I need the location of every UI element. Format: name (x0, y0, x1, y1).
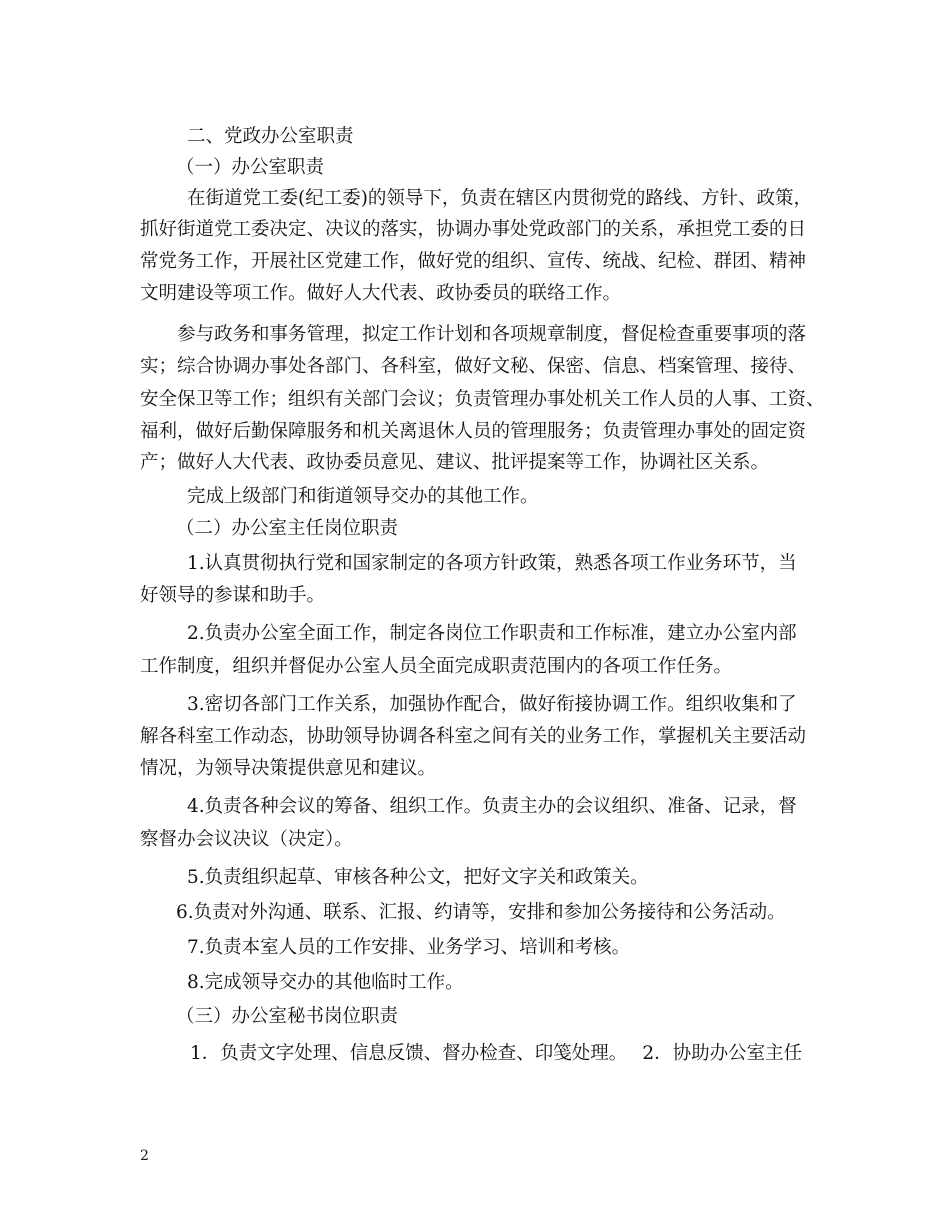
subsection-heading-2: （二）办公室主任岗位职责 (176, 518, 399, 539)
list-item-line: 7.负责本室人员的工作安排、业务学习、培训和考核。 (187, 937, 631, 958)
section-title: 二、党政办公室职责 (187, 126, 354, 147)
list-item-line: 好领导的参谋和助手。 (140, 585, 326, 606)
list-item-line: 3.密切各部门工作关系，加强协作配合，做好衔接协调工作。组织收集和了 (187, 694, 797, 715)
list-item-line: 5.负责组织起草、审核各种公文，把好文字关和政策关。 (187, 867, 649, 888)
list-item-line: 6.负责对外沟通、联系、汇报、约请等，安排和参加公务接待和公务活动。 (176, 902, 786, 923)
list-item-line: 工作制度，组织并督促办公室人员全面完成职责范围内的各项工作任务。 (140, 656, 733, 677)
paragraph-line: 福利，做好后勤保障服务和机关离退休人员的管理服务；负责管理办事处的固定资 (140, 421, 807, 442)
paragraph-line: 文明建设等项工作。做好人大代表、政协委员的联络工作。 (140, 283, 622, 304)
subsection-heading-3: （三）办公室秘书岗位职责 (176, 1006, 399, 1027)
paragraph-line: 安全保卫等工作；组织有关部门会议；负责管理办事处机关工作人员的人事、工资、 (140, 389, 825, 410)
list-item-line: 2.负责办公室全面工作，制定各岗位工作职责和工作标准，建立办公室内部 (187, 623, 797, 644)
list-item-line: 解各科室工作动态，协助领导协调各科室之间有关的业务工作，掌握机关主要活动 (140, 726, 807, 747)
paragraph-line: 常党务工作，开展社区党建工作，做好党的组织、宣传、统战、纪检、群团、精神 (140, 251, 807, 272)
paragraph-line: 实；综合协调办事处各部门、各科室，做好文秘、保密、信息、档案管理、接待、 (140, 356, 807, 377)
paragraph-line: 在街道党工委(纪工委)的领导下，负责在辖区内贯彻党的路线、方针、政策， (187, 188, 812, 209)
paragraph-line: 完成上级部门和街道领导交办的其他工作。 (187, 486, 539, 507)
list-item-line: 1．负责文字处理、信息反馈、督办检查、印笺处理。 2．协助办公室主任 (190, 1043, 803, 1064)
list-item-line: 1.认真贯彻执行党和国家制定的各项方针政策，熟悉各项工作业务环节，当 (187, 553, 797, 574)
list-item-line: 8.完成领导交办的其他临时工作。 (187, 972, 464, 993)
paragraph-line: 抓好街道党工委决定、决议的落实，协调办事处党政部门的关系，承担党工委的日 (140, 219, 807, 240)
subsection-heading-1: （一）办公室职责 (176, 157, 325, 178)
paragraph-line: 产；做好人大代表、政协委员意见、建议、批评提案等工作，协调社区关系。 (140, 452, 770, 473)
list-item-line: 情况，为领导决策提供意见和建议。 (140, 758, 437, 779)
list-item-line: 察督办会议决议（决定）。 (140, 829, 353, 850)
list-item-line: 4.负责各种会议的筹备、组织工作。负责主办的会议组织、准备、记录，督 (187, 796, 797, 817)
paragraph-line: 参与政务和事务管理，拟定工作计划和各项规章制度，督促检查重要事项的落 (177, 324, 807, 345)
page-number: 2 (140, 1148, 149, 1164)
